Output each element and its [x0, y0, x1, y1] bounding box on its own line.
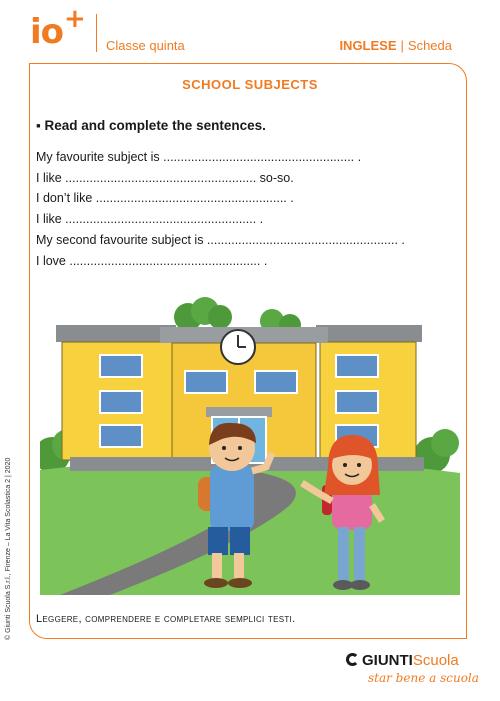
brand-tagline: star bene a scuola — [368, 671, 479, 685]
brand-name-a: GIUNTI — [362, 652, 413, 669]
giunti-scuola-brand — [346, 652, 459, 669]
logo-plus: + — [64, 4, 86, 34]
learning-objective: Leggere, comprendere e completare semplici testi. — [36, 613, 296, 625]
worksheet-title: SCHOOL SUBJECTS — [182, 77, 318, 92]
io-plus-logo — [30, 4, 86, 52]
instruction: ▪ Read and complete the sentences. — [36, 118, 266, 133]
sentence-line-3: I don’t like ....................................................... . — [36, 191, 294, 205]
class-label: Classe quinta — [106, 38, 185, 53]
sentence-line-4: I like ....................................................... . — [36, 212, 264, 226]
subject-label — [339, 38, 452, 53]
sentence-line-5: My second favourite subject is ....................................................... . — [36, 233, 405, 247]
sentence-line-6: I love ....................................................... . — [36, 254, 268, 268]
copyright-credit: © Giunti Scuola S.r.l., Firenze – La Vita Scolastica 2 | 2020 — [5, 457, 12, 640]
brand-name-b: Scuola — [412, 652, 459, 669]
subject-separator: | — [400, 38, 404, 53]
giunti-g-icon — [346, 653, 359, 666]
logo-text: io — [30, 12, 64, 52]
sheet-label: Scheda — [407, 38, 452, 53]
school-illustration — [40, 295, 460, 595]
sentence-line-1: My favourite subject is ....................................................... . — [36, 150, 362, 164]
subject-name: INGLESE — [339, 38, 397, 53]
sentence-line-2: I like ....................................................... so-so. — [36, 171, 294, 185]
header-divider — [96, 14, 97, 52]
